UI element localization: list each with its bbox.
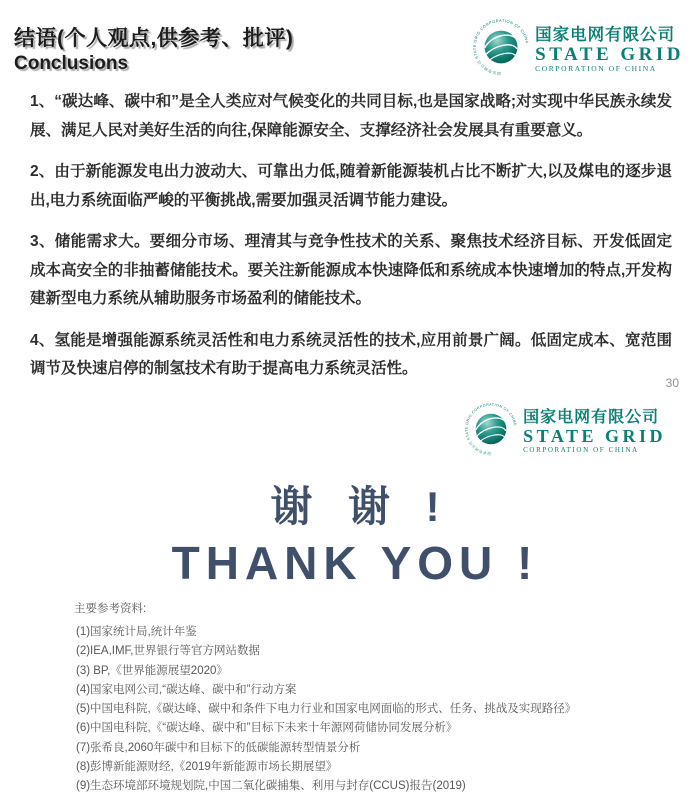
references-title: 主要参考资料:: [74, 603, 147, 615]
reference-item: (4)国家电网公司,“碳达峰、碳中和”行动方案: [76, 683, 297, 696]
reference-item: (2)IEA,IMF,世界银行等官方网站数据: [76, 645, 261, 658]
thank-you-english: THANK YOU !: [171, 537, 539, 589]
logo-company-subtitle: CORPORATION OF CHINA: [523, 445, 639, 454]
reference-item: (9)生态环境部环境规划院,中国二氧化碳捕集、利用与封存(CCUS)报告(2019): [76, 780, 466, 793]
logo-company-name-en: STATE GRID: [535, 43, 684, 65]
logo-company-name-zh: 国家电网有限公司: [535, 25, 676, 44]
reference-item: (3) BP,《世界能源展望2020》: [76, 664, 228, 677]
page-number: 30: [665, 376, 679, 390]
reference-item: (8)彭博新能源财经,《2019年新能源市场长期展望》: [76, 761, 338, 774]
conclusion-paragraph-2: 2、由于新能源发电出力波动大、可靠出力低,随着新能源装机占比不断扩大,以及煤电的逐步退出,电力系统面临严峻的平衡挑战,需要加强灵活调节能力建设。: [30, 163, 672, 209]
conclusion-paragraph-3: 3、储能需求大。要细分市场、理清其与竞争性技术的关系、聚焦技术经济目标、开发低固定成本高安全的非抽蓄储能技术。要关注新能源成本快速降低和系统成本快速增加的特点,开发构建新型电力系统从辅助服务市场盈利的储能技术。: [30, 233, 672, 307]
reference-item: (5)中国电科院,《碳达峰、碳中和条件下电力行业和国家电网面临的形式、任务、挑战及实现路径》: [76, 703, 577, 716]
slide1-title-en: Conclusions: [14, 53, 129, 74]
reference-item: (7)张希良,2060年碳中和目标下的低碳能源转型情景分析: [76, 741, 361, 754]
state-grid-logo: [472, 18, 684, 76]
reference-item: (1)国家统计局,统计年鉴: [76, 626, 197, 638]
logo-company-name-en: STATE GRID: [523, 426, 666, 447]
state-grid-emblem-icon: [472, 18, 530, 76]
slide1-title-zh: 结语(个人观点,供参考、批评): [14, 27, 294, 50]
state-grid-emblem-icon: [464, 402, 518, 456]
emblem-ring-text: 国家电网公司 STATE GRID CORPORATION OF CHINA: [472, 18, 530, 76]
state-grid-logo-text: [523, 404, 666, 454]
thank-you-chinese: 谢 谢 !: [270, 483, 452, 530]
state-grid-logo-text: [535, 21, 684, 74]
conclusion-paragraph-4: 4、氢能是增强能源系统灵活性和电力系统灵活性的技术,应用前景广阔。低固定成本、宽范围调节及快速启停的制氢技术有助于提高电力系统灵活性。: [30, 331, 672, 377]
reference-item: (6)中国电科院,《“碳达峰、碳中和”目标下未来十年源网荷储协同发展分析》: [76, 722, 458, 735]
references-section: [74, 600, 674, 797]
logo-company-subtitle: CORPORATION OF CHINA: [535, 64, 657, 74]
emblem-ring-text: 国家电网公司 STATE GRID CORPORATION OF CHINA: [464, 402, 518, 456]
slide1-title-block: [14, 22, 293, 75]
slide1-body: [30, 88, 672, 397]
conclusion-paragraph-1: 1、“碳达峰、碳中和”是全人类应对气候变化的共同目标,也是国家战略;对实现中华民族永续发展、满足人民对美好生活的向往,保障能源安全、支撑经济社会发展具有重要意义。: [30, 93, 672, 139]
logo-company-name-zh: 国家电网有限公司: [523, 409, 660, 427]
state-grid-logo: [464, 402, 666, 456]
